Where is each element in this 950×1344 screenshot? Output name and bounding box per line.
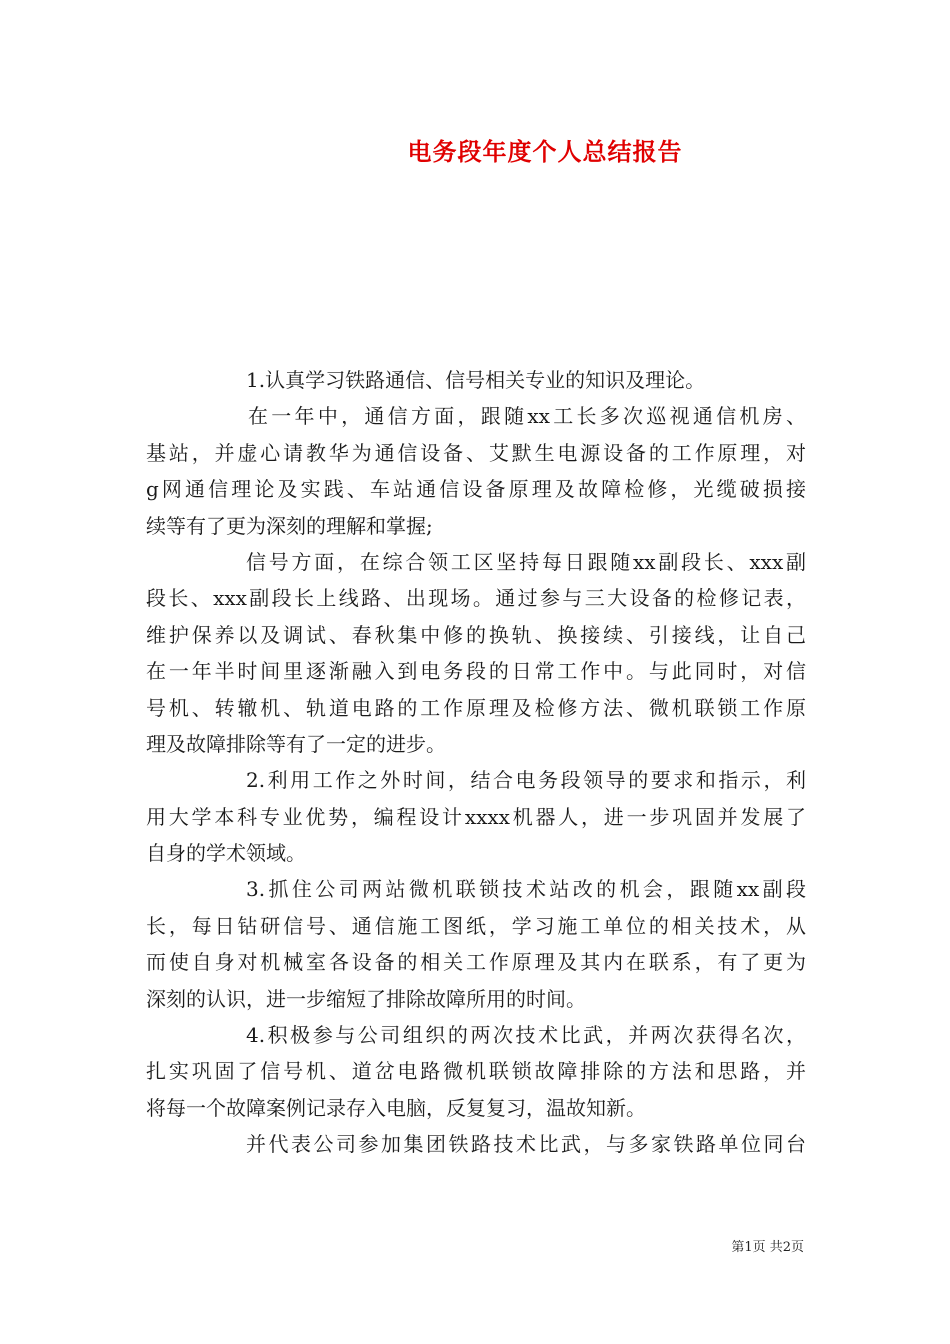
text-line: 3.抓住公司两站微机联锁技术站改的机会，跟随xx副段 bbox=[246, 877, 806, 902]
text-line: 深刻的认识，进一步缩短了排除故障所用的时间。 bbox=[146, 986, 586, 1011]
text-line: 而使自身对机械室各设备的相关工作原理及其内在联系，有了更为 bbox=[146, 950, 806, 975]
text-line: 并代表公司参加集团铁路技术比武，与多家铁路单位同台 bbox=[246, 1132, 806, 1157]
text-line: 维护保养以及调试、春秋集中修的换轨、换接续、引接线，让自己 bbox=[146, 622, 806, 647]
text-line: 在一年中，通信方面，跟随xx工长多次巡视通信机房、 bbox=[248, 404, 806, 429]
document-title: 电务段年度个人总结报告 bbox=[407, 137, 683, 166]
text-line: 2.利用工作之外时间，结合电务段领导的要求和指示，利 bbox=[246, 768, 806, 793]
text-line: 基站，并虚心请教华为通信设备、艾默生电源设备的工作原理，对 bbox=[146, 440, 806, 465]
text-line: 长，每日钻研信号、通信施工图纸，学习施工单位的相关技术，从 bbox=[146, 913, 806, 938]
text-line: 扎实巩固了信号机、道岔电路微机联锁故障排除的方法和思路，并 bbox=[146, 1059, 806, 1084]
text-line: 在一年半时间里逐渐融入到电务段的日常工作中。与此同时，对信 bbox=[146, 659, 806, 684]
text-line: g网通信理论及实践、车站通信设备原理及故障检修，光缆破损接 bbox=[146, 477, 806, 502]
text-line: 理及故障排除等有了一定的进步。 bbox=[146, 731, 446, 756]
text-line: 自身的学术领域。 bbox=[146, 841, 306, 866]
text-line: 将每一个故障案例记录存入电脑，反复复习，温故知新。 bbox=[146, 1095, 646, 1120]
text-line: 4.积极参与公司组织的两次技术比武，并两次获得名次， bbox=[246, 1023, 806, 1048]
text-line: 续等有了更为深刻的理解和掌握; bbox=[146, 513, 433, 538]
text-line: 用大学本科专业优势，编程设计xxxx机器人，进一步巩固并发展了 bbox=[146, 804, 806, 829]
text-line: 1.认真学习铁路通信、信号相关专业的知识及理论。 bbox=[246, 368, 706, 392]
document-body bbox=[146, 362, 806, 1163]
text-line: 号机、转辙机、轨道电路的工作原理及检修方法、微机联锁工作原 bbox=[146, 695, 806, 720]
text-line: 信号方面，在综合领工区坚持每日跟随xx副段长、xxx副 bbox=[246, 549, 806, 574]
text-line: 段长、xxx副段长上线路、出现场。通过参与三大设备的检修记表， bbox=[146, 586, 806, 611]
page-footer: 第1页 共2页 bbox=[731, 1240, 804, 1255]
